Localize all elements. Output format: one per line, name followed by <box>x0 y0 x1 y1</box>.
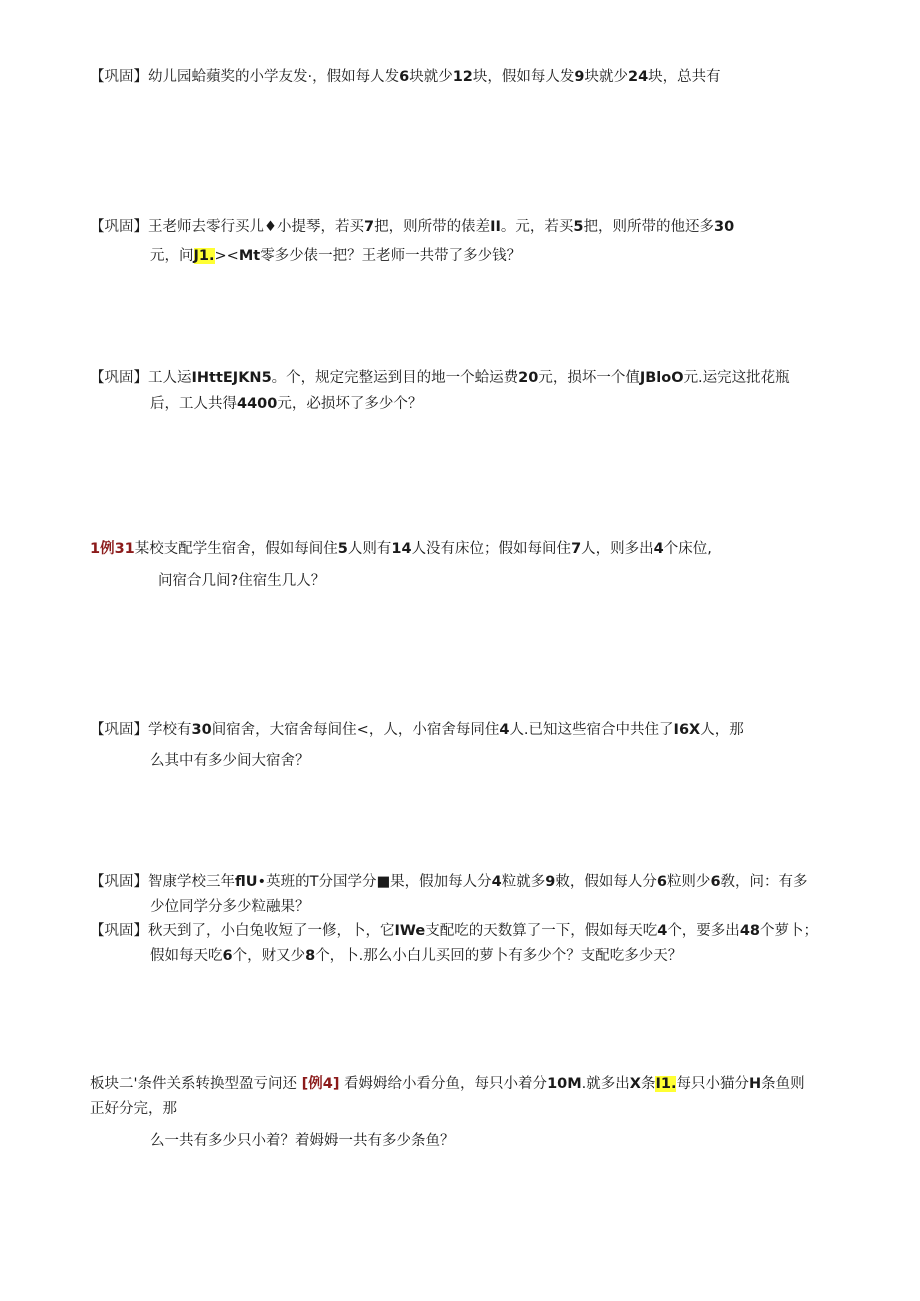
text: 条 <box>640 1076 656 1092</box>
text: 果，假加每人分 <box>390 874 492 890</box>
text: IHttEJKN5 <box>191 370 272 386</box>
exercise-6-line-2 <box>150 945 682 967</box>
number: 30 <box>713 219 735 235</box>
text: 人则有 <box>347 541 392 557</box>
text: 每只小猫分 <box>676 1076 749 1092</box>
text: IWe <box>394 923 426 939</box>
number: 7 <box>364 219 375 235</box>
text: 人没有床位；假如每间住 <box>411 541 572 557</box>
text: 人，则多出 <box>581 541 654 557</box>
number: 5 <box>573 219 584 235</box>
text: 人.已知这些宿合中共住了 <box>509 722 674 738</box>
highlighted-text: J1. <box>193 248 215 264</box>
text: 【巩固】智康学校三年 <box>90 874 235 890</box>
number: 9 <box>545 874 556 890</box>
number: 4 <box>657 923 668 939</box>
text: 么一共有多少只小着？着姆姆一共有多少条鱼？ <box>150 1133 455 1149</box>
text: 敕，假如每人分 <box>555 874 657 890</box>
text: 元.运完这批花瓶 <box>683 370 790 386</box>
number: 5 <box>337 541 348 557</box>
number: II <box>490 219 501 235</box>
text: 零多少俵一把？王老师一共带了多少钱？ <box>260 248 522 264</box>
text: ■ <box>376 874 391 890</box>
number: 4 <box>491 874 502 890</box>
number: 48 <box>739 923 760 939</box>
text: 【巩固】幼儿园蛤蘋奖的小学友发·，假如每人发 <box>90 69 400 85</box>
number: 30 <box>191 722 212 738</box>
text: flU <box>235 874 258 890</box>
number: 4400 <box>237 396 278 412</box>
text: 【巩固】学校有 <box>90 722 192 738</box>
text: 少位同学分多少粒融果？ <box>150 899 310 915</box>
text: X <box>629 1076 641 1092</box>
text: Mt <box>238 248 261 264</box>
text: 敎，问：有多 <box>720 874 808 890</box>
text: 元，问 <box>150 248 194 264</box>
example-label: 1例31 <box>90 541 135 557</box>
exercise-4-line-1 <box>90 719 744 741</box>
exercise-2-line-2 <box>150 245 521 267</box>
text: 块，总共有 <box>648 69 721 85</box>
example-label: [例4] <box>301 1076 340 1092</box>
highlighted-text: I1. <box>655 1076 677 1092</box>
text: 间宿舍，大宿舍每间住<，人，小宿舍每同住 <box>211 722 500 738</box>
exercise-3-line-1 <box>90 367 790 389</box>
text: 元，必损坏了多少个？ <box>277 396 423 412</box>
exercise-5-line-1 <box>90 871 808 893</box>
text: 个，卜.那么小白儿买回的萝卜有多少个？支配吃多少天？ <box>315 948 683 964</box>
text: •英班的T分国学分 <box>257 874 377 890</box>
number: 6 <box>710 874 721 890</box>
text: 。个，规定完整运到目的地一个蛤运费 <box>271 370 519 386</box>
number: 4 <box>499 722 510 738</box>
number: 6 <box>399 69 410 85</box>
text: 块就少 <box>584 69 628 85</box>
number: I6X <box>673 722 701 738</box>
text: 看姆姆给小看分鱼，每只小着分 <box>339 1076 548 1092</box>
text: 块就少 <box>409 69 453 85</box>
text: 正好分完，那 <box>90 1101 177 1117</box>
text: H <box>748 1076 762 1092</box>
text: 10M <box>547 1076 582 1092</box>
example-3-line-1 <box>90 538 712 560</box>
text: JBloO <box>639 370 684 386</box>
number: 12 <box>452 69 473 85</box>
exercise-4-line-2 <box>150 750 310 772</box>
number: 7 <box>571 541 582 557</box>
exercise-5-line-2 <box>150 896 310 918</box>
section-2-line-1 <box>90 1073 805 1095</box>
text: 。元，若买 <box>500 219 574 235</box>
text: 把，则所带的他还多 <box>583 219 714 235</box>
number: 8 <box>305 948 316 964</box>
text: 元，损坏一个值 <box>538 370 640 386</box>
number: 9 <box>574 69 585 85</box>
text: 个萝卜； <box>760 923 818 939</box>
text: 【巩固】王老师去零行买儿♦小提琴，若买 <box>90 219 364 235</box>
number: 4 <box>653 541 664 557</box>
text: 【巩固】工人运 <box>90 370 192 386</box>
text: 问宿合几间?住宿生几人？ <box>158 573 326 589</box>
text: 粒就多 <box>501 874 546 890</box>
exercise-3-line-2 <box>150 393 422 415</box>
text: 条鱼则 <box>761 1076 805 1092</box>
number: 6 <box>222 948 233 964</box>
section-2-line-3 <box>150 1130 455 1152</box>
number: 6 <box>656 874 667 890</box>
text: 么其中有多少间大宿舍？ <box>150 753 310 769</box>
text: 个，要多出 <box>667 923 740 939</box>
text: >< <box>214 248 239 264</box>
text: 板块二'条件关系转换型盈亏问还 <box>90 1076 302 1092</box>
text: 个床位, <box>663 541 712 557</box>
exercise-6-line-1 <box>90 920 818 942</box>
text: 个，财又少 <box>232 948 306 964</box>
text: 【巩固】秋天到了，小白兔收短了一修，卜，它 <box>90 923 395 939</box>
exercise-2-line-1 <box>90 216 734 238</box>
text: 后，工人共得 <box>150 396 237 412</box>
text: 人，那 <box>700 722 744 738</box>
number: 24 <box>627 69 649 85</box>
text: 块，假如每人发 <box>472 69 575 85</box>
text: 把，则所带的俵差 <box>374 219 491 235</box>
text: 某校支配学生宿舍，假如每间住 <box>134 541 338 557</box>
text: 粒则少 <box>666 874 711 890</box>
text: 支配吃的天数算了一下，假如每天吃 <box>425 923 658 939</box>
text: .就多出 <box>581 1076 630 1092</box>
exercise-1 <box>90 66 721 88</box>
number: 20 <box>518 370 539 386</box>
number: 14 <box>391 541 412 557</box>
example-3-line-2 <box>158 570 325 592</box>
section-2-line-2 <box>90 1098 177 1120</box>
text: 假如每天吃 <box>150 948 223 964</box>
